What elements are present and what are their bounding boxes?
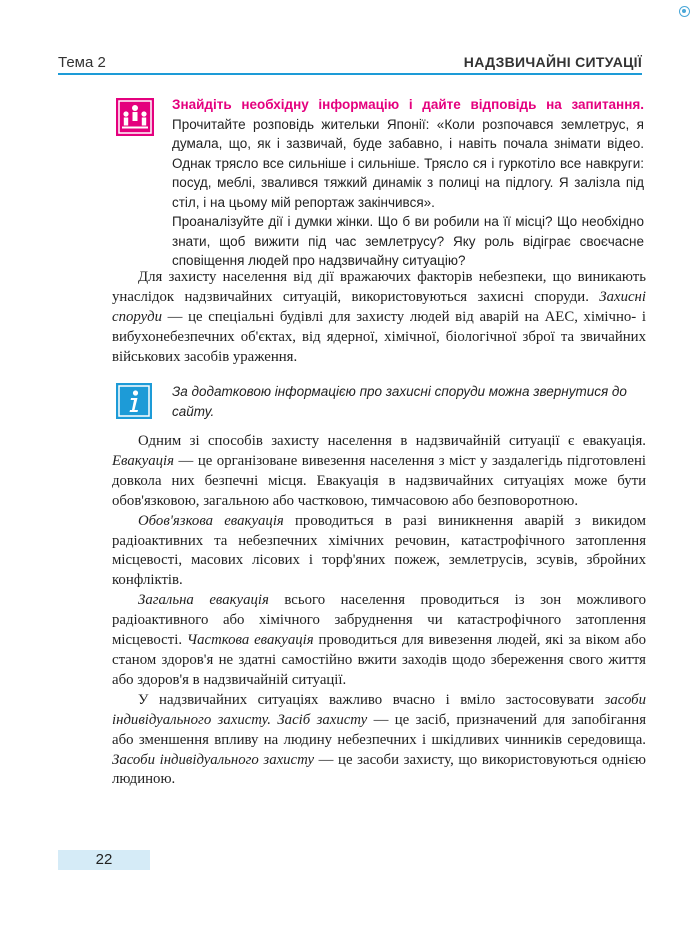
term-ppe: засоби індивідуального захисту. [112,691,647,728]
term-evacuation: Евакуація [112,452,175,469]
paragraph-evacuation [112,432,646,790]
group-work-icon [116,98,154,136]
info-icon [116,383,152,419]
info-note: За додатковою інформацією про захисні споруди можна звернутися до сайту. [172,384,627,419]
paragraph-text: — це спеціальні будівлі для захисту людей від аварій на АЕС, хімічно- і вибухонебезпечних об'єктах, від ядерної, хімічної, біологічної зброї та звичайних військових засобів ураження. [112,308,646,365]
term-mandatory-evacuation: Обов'язкова евакуація [138,512,284,529]
page-number: 22 [95,851,113,868]
paragraph-text: Для захисту населення від дії вражаючих факторів небезпеки, що виникають унаслідок надзвичайних ситуацій, використовуються захисні споруди. [112,269,646,305]
paragraph-text: Одним зі способів захисту населення в надзвичайній ситуації є евакуація. [138,433,646,449]
task-questions: Проаналізуйте дії і думки жінки. Що б ви робили на її місці? Що необхідно знати, щоб вижити під час землетрусу? Яку роль відіграє своєчасне сповіщення людей про надзвичайну ситуацію? [172,214,644,268]
section-title: НАДЗВИЧАЙНІ СИТУАЦІЇ [463,54,642,70]
term-partial-evacuation: Часткова евакуація [186,632,314,649]
paragraph-text: проводиться в разі виникнення аварій з викидом радіоактивних та небезпечних хімічних речовин, катастрофічного затоплення місцевості, масових лісових і торф'яних пожеж, землетрусів, зсувів, збройних конфліктів. [112,512,646,589]
paragraph-shelters [112,268,646,368]
task-story: Прочитайте розповідь жительки Японії: «Коли розпочався землетрус, я думала, що, як і зазвичай, буде забавно, і навіть почала знімати відео. Однак трясло все сильніше і сильніше. Трясло ся і гуркотіло все навкруги: посуд, меблі, звалився тяжкий динамік з полиці на підлогу. Я залізла під стіл, і на цьому мій репортаж закінчився». [172,116,644,210]
term-shelters: Захисні споруди [112,288,647,325]
header-divider [58,73,642,75]
corner-logo-icon [679,6,690,17]
paragraph-text: — це організоване вивезення населення з міст у заздалегідь підготовлені довкола них безпечні місця. Евакуація в надзвичайних ситуаціях може бути обов'язковою, загальною або частковою, тимчасовою або безповоротною. [112,452,646,509]
term-protection-means: Засіб захисту [277,711,368,728]
paragraph-text: У надзвичайних ситуаціях важливо вчасно і вміло застосовувати [138,691,595,708]
term-general-evacuation: Загальна евакуація [138,592,269,609]
topic-label: Тема 2 [58,54,106,71]
page-number-tab [58,850,150,870]
task-title: Знайдіть необхідну інформацію і дайте відповідь на запитання. [172,97,644,112]
paragraph-text: — це засоби захисту, що використовуються однією людиною. [112,751,646,788]
paragraph-text: всього населення проводиться із зон можливого радіоактивного або хімічного забруднення чи катастрофічного затоплення місцевості. [112,592,646,649]
term-individual-protection: Засоби індивідуального захисту [112,751,315,768]
task-block [172,95,644,271]
page-header [58,52,642,74]
paragraph-text: — це засіб, призначений для запобігання або зменшення впливу на людину небезпечних і шкідливих чинників середовища. [112,711,647,748]
paragraph-text: проводиться для вивезення людей, які за віком або станом здоров'я не здатні самостійно вжити заходів щодо збереження свого життя або здоров'я в надзвичайній ситуації. [112,632,646,688]
